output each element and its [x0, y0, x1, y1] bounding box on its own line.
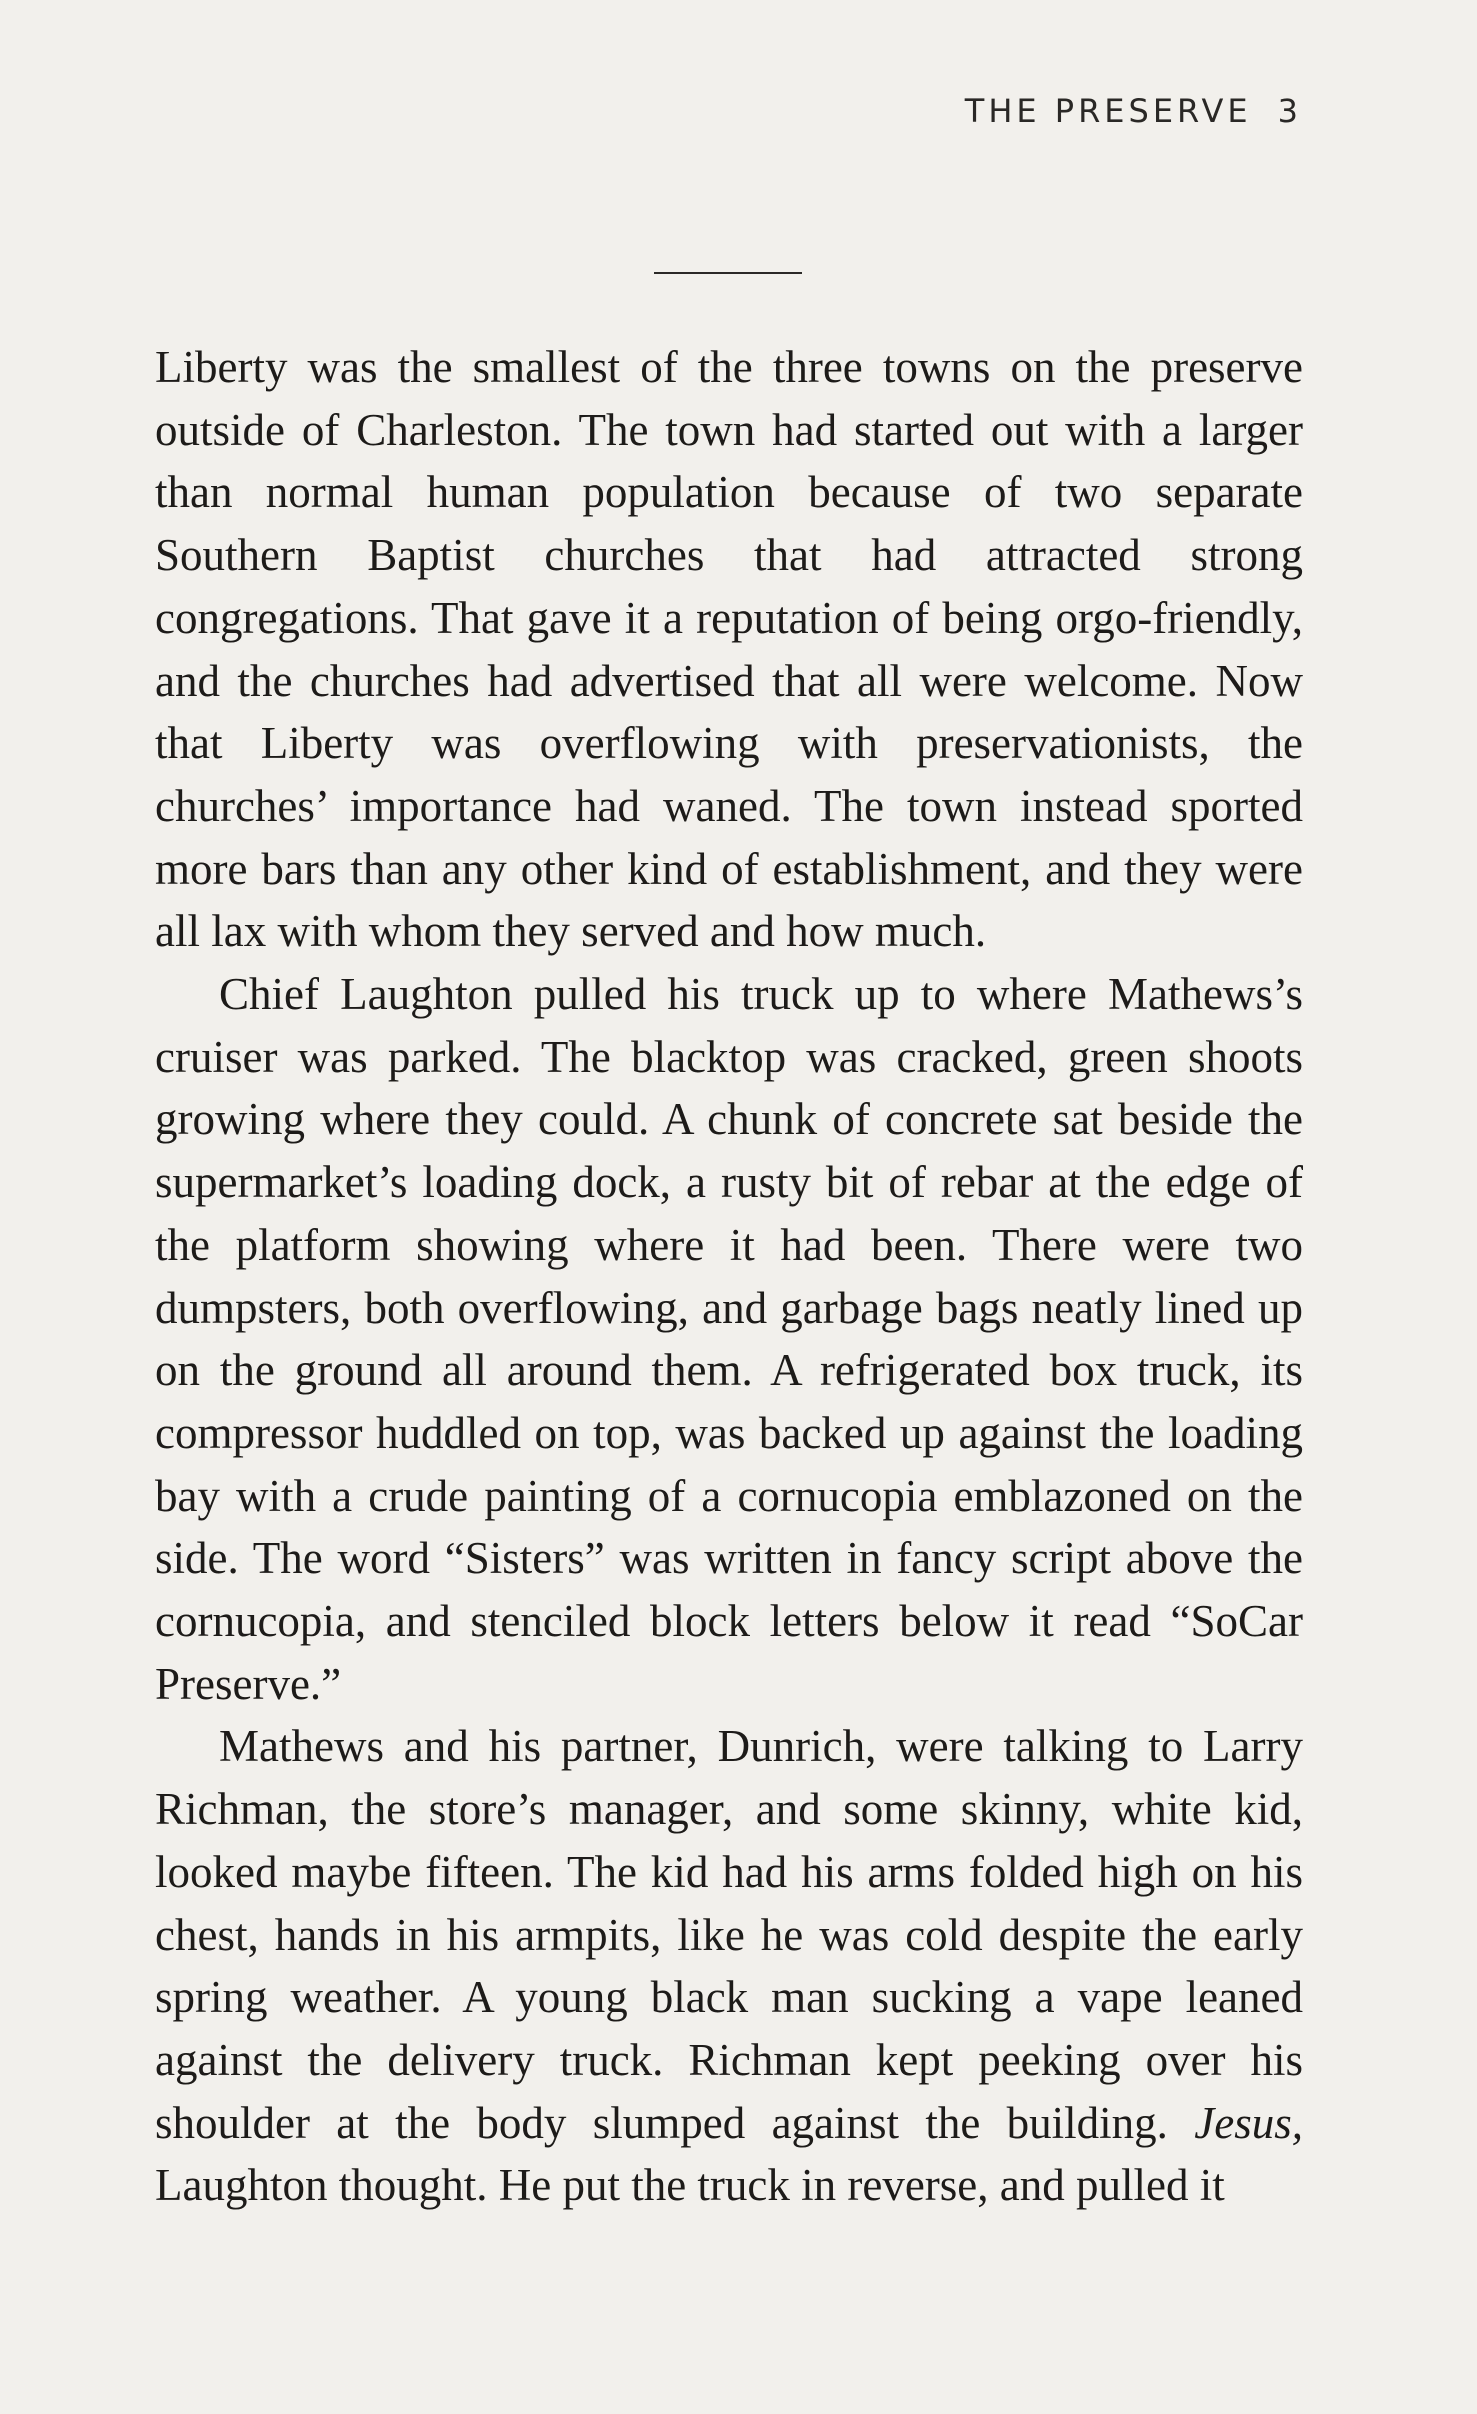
- running-title: THE PRESERVE: [964, 92, 1252, 130]
- page-number: 3: [1277, 92, 1302, 130]
- paragraph-3: [155, 1715, 1303, 2217]
- paragraph-3-italic: Jesus,: [1194, 2097, 1303, 2148]
- section-divider: [654, 272, 802, 274]
- body-text: [155, 336, 1303, 2217]
- paragraph-2: Chief Laughton pulled his truck up to where Mathews’s cruiser was parked. The blacktop was cracked, green shoots growing where they could. A chunk of concrete sat beside the supermarket’s loading dock, a rusty bit of rebar at the edge of the platform showing where it had been. There were two dumpsters, both overflowing, and garbage bags neatly lined up on the ground all around them. A refrigerated box truck, its compressor huddled on top, was backed up against the loading bay with a crude painting of a cornucopia emblazoned on the side. The word “Sisters” was written in fancy script above the cornucopia, and stenciled block letters below it read “SoCar Preserve.”: [155, 969, 1303, 1709]
- paragraph-3-text-after: Laughton thought. He put the truck in reverse, and pulled it: [155, 2160, 1225, 2211]
- running-head: [965, 92, 1302, 130]
- paragraph-1: Liberty was the smallest of the three towns on the preserve outside of Charleston. The town had started out with a larger than normal human population because of two separate Southern Baptist churches that had attracted strong congregations. That gave it a reputation of being orgo-friendly, and the churches had advertised that all were welcome. Now that Liberty was overflowing with preservationists, the churches’ importance had waned. The town instead sported more bars than any other kind of establishment, and they were all lax with whom they served and how much.: [155, 342, 1303, 957]
- paragraph-3-text-before: Mathews and his partner, Dunrich, were talking to Larry Richman, the store’s manager, and some skinny, white kid, looked maybe fifteen. The kid had his arms folded high on his chest, hands in his armpits, like he was cold despite the early spring weather. A young black man sucking a vape leaned against the delivery truck. Richman kept peeking over his shoulder at the body slumped against the building.: [155, 1721, 1303, 2148]
